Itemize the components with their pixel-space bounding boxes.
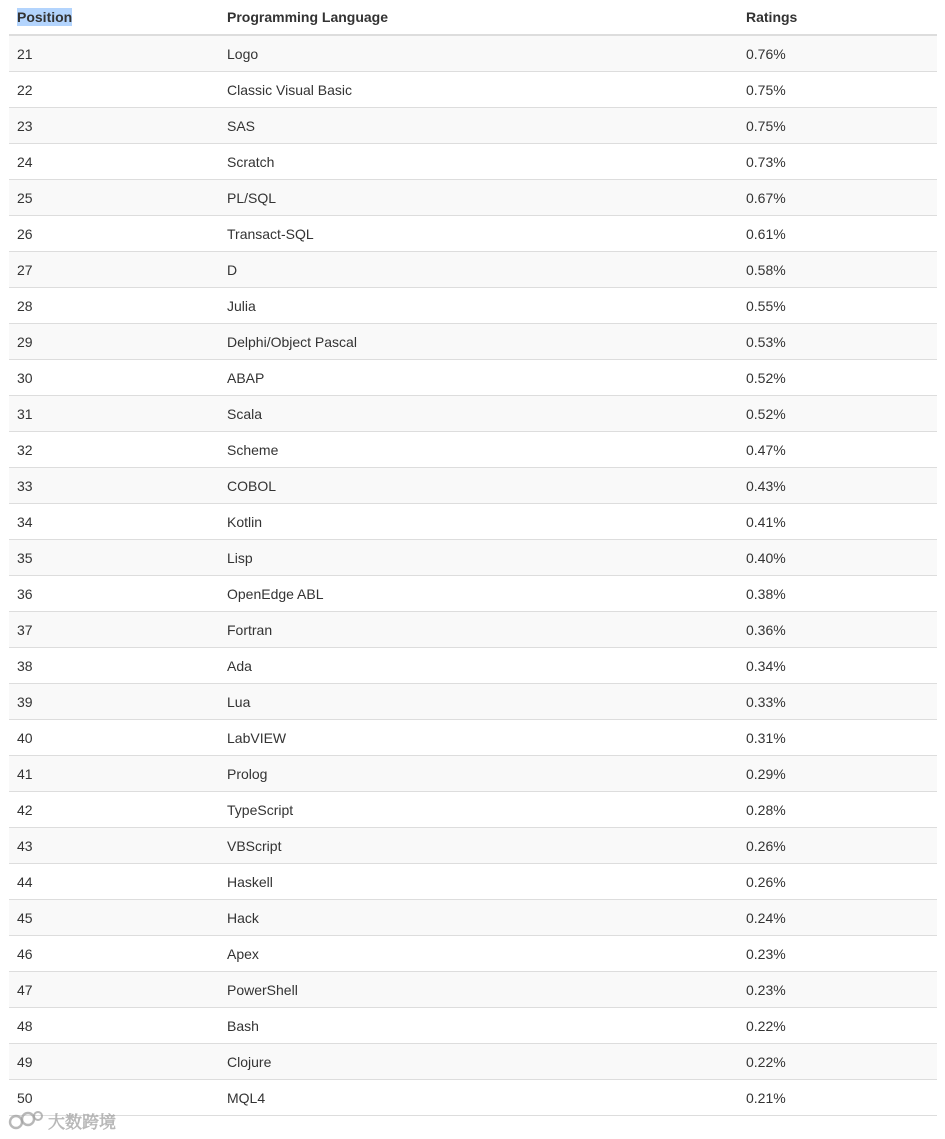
- cell-position: 48: [9, 1008, 219, 1044]
- table-row: [9, 72, 937, 108]
- table-row: [9, 1044, 937, 1080]
- cell-rating: 0.43%: [738, 468, 937, 504]
- cell-position: 38: [9, 648, 219, 684]
- table-row: [9, 180, 937, 216]
- header-ratings[interactable]: Ratings: [738, 0, 937, 35]
- table-row: [9, 396, 937, 432]
- cell-position: 50: [9, 1080, 219, 1116]
- cell-position: 31: [9, 396, 219, 432]
- cell-language: SAS: [219, 108, 738, 144]
- cell-language: MQL4: [219, 1080, 738, 1116]
- cell-position: 42: [9, 792, 219, 828]
- cell-language: Clojure: [219, 1044, 738, 1080]
- table-row: [9, 576, 937, 612]
- table-row: [9, 324, 937, 360]
- cell-position: 44: [9, 864, 219, 900]
- cell-language: TypeScript: [219, 792, 738, 828]
- cell-language: Lua: [219, 684, 738, 720]
- cell-language: Ada: [219, 648, 738, 684]
- cell-language: Transact-SQL: [219, 216, 738, 252]
- table-row: [9, 144, 937, 180]
- cell-rating: 0.58%: [738, 252, 937, 288]
- cell-rating: 0.61%: [738, 216, 937, 252]
- cell-language: Prolog: [219, 756, 738, 792]
- cell-position: 40: [9, 720, 219, 756]
- cell-position: 25: [9, 180, 219, 216]
- cell-rating: 0.26%: [738, 864, 937, 900]
- cell-position: 26: [9, 216, 219, 252]
- cell-rating: 0.53%: [738, 324, 937, 360]
- table-row: [9, 360, 937, 396]
- cell-language: Scala: [219, 396, 738, 432]
- cell-rating: 0.28%: [738, 792, 937, 828]
- table-row: [9, 432, 937, 468]
- cell-position: 49: [9, 1044, 219, 1080]
- header-language[interactable]: Programming Language: [219, 0, 738, 35]
- cell-position: 41: [9, 756, 219, 792]
- cell-language: Julia: [219, 288, 738, 324]
- cell-language: Haskell: [219, 864, 738, 900]
- cell-language: Classic Visual Basic: [219, 72, 738, 108]
- cell-position: 23: [9, 108, 219, 144]
- table-row: [9, 864, 937, 900]
- cell-position: 24: [9, 144, 219, 180]
- cell-position: 46: [9, 936, 219, 972]
- cell-position: 22: [9, 72, 219, 108]
- cell-position: 33: [9, 468, 219, 504]
- cell-rating: 0.75%: [738, 72, 937, 108]
- cell-position: 32: [9, 432, 219, 468]
- table-body: [9, 35, 937, 1116]
- table-row: [9, 936, 937, 972]
- cell-position: 37: [9, 612, 219, 648]
- cell-position: 43: [9, 828, 219, 864]
- table-header: [9, 0, 937, 35]
- cell-rating: 0.67%: [738, 180, 937, 216]
- table-row: [9, 108, 937, 144]
- cell-rating: 0.24%: [738, 900, 937, 936]
- cell-rating: 0.21%: [738, 1080, 937, 1116]
- cell-rating: 0.52%: [738, 360, 937, 396]
- cell-rating: 0.23%: [738, 972, 937, 1008]
- header-position-label: Position: [17, 9, 73, 25]
- cell-language: Scratch: [219, 144, 738, 180]
- cell-language: Logo: [219, 35, 738, 72]
- cell-rating: 0.40%: [738, 540, 937, 576]
- cell-language: ABAP: [219, 360, 738, 396]
- cell-language: Hack: [219, 900, 738, 936]
- cell-rating: 0.29%: [738, 756, 937, 792]
- table-row: [9, 792, 937, 828]
- cell-position: 30: [9, 360, 219, 396]
- table-row: [9, 540, 937, 576]
- table-row: [9, 1008, 937, 1044]
- cell-rating: 0.34%: [738, 648, 937, 684]
- cell-rating: 0.26%: [738, 828, 937, 864]
- cell-position: 45: [9, 900, 219, 936]
- table-row: [9, 288, 937, 324]
- table-row: [9, 252, 937, 288]
- cell-language: Apex: [219, 936, 738, 972]
- table-row: [9, 1080, 937, 1116]
- cell-rating: 0.75%: [738, 108, 937, 144]
- cell-language: Kotlin: [219, 504, 738, 540]
- table-row: [9, 720, 937, 756]
- cell-rating: 0.38%: [738, 576, 937, 612]
- cell-rating: 0.33%: [738, 684, 937, 720]
- cell-language: Scheme: [219, 432, 738, 468]
- cell-position: 27: [9, 252, 219, 288]
- table-row: [9, 828, 937, 864]
- table-row: [9, 900, 937, 936]
- cell-language: Lisp: [219, 540, 738, 576]
- cell-language: D: [219, 252, 738, 288]
- cell-language: VBScript: [219, 828, 738, 864]
- cell-rating: 0.47%: [738, 432, 937, 468]
- cell-language: Fortran: [219, 612, 738, 648]
- cell-position: 29: [9, 324, 219, 360]
- table-row: [9, 35, 937, 72]
- cell-language: OpenEdge ABL: [219, 576, 738, 612]
- cell-rating: 0.41%: [738, 504, 937, 540]
- cell-language: Bash: [219, 1008, 738, 1044]
- cell-rating: 0.22%: [738, 1008, 937, 1044]
- table-row: [9, 648, 937, 684]
- cell-position: 34: [9, 504, 219, 540]
- header-position[interactable]: [9, 0, 219, 35]
- table-row: [9, 504, 937, 540]
- cell-position: 36: [9, 576, 219, 612]
- table-row: [9, 972, 937, 1008]
- cell-position: 28: [9, 288, 219, 324]
- table-row: [9, 216, 937, 252]
- cell-language: PowerShell: [219, 972, 738, 1008]
- rankings-table: [9, 0, 937, 1116]
- cell-language: Delphi/Object Pascal: [219, 324, 738, 360]
- cell-language: PL/SQL: [219, 180, 738, 216]
- cell-position: 35: [9, 540, 219, 576]
- table-row: [9, 756, 937, 792]
- cell-rating: 0.23%: [738, 936, 937, 972]
- cell-language: LabVIEW: [219, 720, 738, 756]
- header-row: [9, 0, 937, 35]
- cell-rating: 0.55%: [738, 288, 937, 324]
- cell-position: 21: [9, 35, 219, 72]
- table-row: [9, 684, 937, 720]
- table-row: [9, 612, 937, 648]
- rankings-table-container: [9, 0, 937, 1116]
- cell-rating: 0.52%: [738, 396, 937, 432]
- cell-rating: 0.36%: [738, 612, 937, 648]
- watermark-text: 大数跨境: [48, 1113, 116, 1133]
- cell-rating: 0.73%: [738, 144, 937, 180]
- cell-language: COBOL: [219, 468, 738, 504]
- cell-rating: 0.22%: [738, 1044, 937, 1080]
- table-row: [9, 468, 937, 504]
- cell-rating: 0.76%: [738, 35, 937, 72]
- cell-rating: 0.31%: [738, 720, 937, 756]
- cell-position: 47: [9, 972, 219, 1008]
- cell-position: 39: [9, 684, 219, 720]
